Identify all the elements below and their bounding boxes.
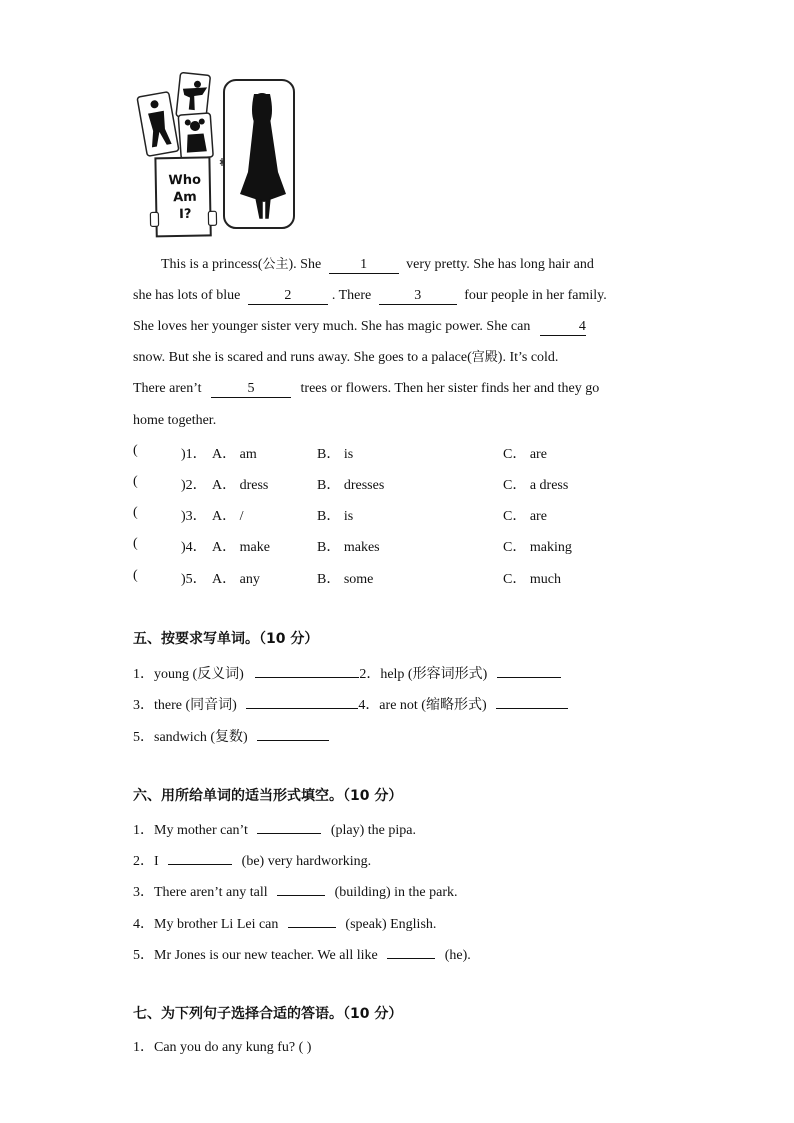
blank-1[interactable]: 1 [329, 257, 399, 274]
passage-text: There aren’t [133, 381, 202, 396]
passage-line [133, 412, 661, 430]
word-task-row [133, 661, 561, 683]
section-5-title: 五、按要求写单词。（10 分） [133, 631, 319, 647]
passage-text: four people in her family. [464, 288, 607, 303]
section-6-title: 六、用所给单词的适当形式填空。（10 分） [133, 788, 403, 804]
passage-line [133, 349, 661, 367]
option-c[interactable]: C． are [503, 509, 547, 524]
item-text: (play) the pipa. [330, 823, 416, 838]
item-text: (he). [444, 948, 471, 963]
task-prompt: 3．there (同音词) [133, 698, 237, 713]
item-text: 5．Mr Jones is our new teacher. We all like [133, 948, 378, 963]
question-number: )1． [181, 447, 207, 462]
answer-bracket[interactable]: ( [133, 474, 138, 489]
task-prompt: 4．are not (缩略形式) [358, 698, 487, 713]
answer-line[interactable] [387, 942, 435, 959]
sign-word: Am [173, 189, 197, 206]
option-a[interactable]: A． make [212, 540, 270, 555]
question-number: )2． [181, 478, 207, 493]
passage-text: home together. [133, 413, 217, 428]
task-prompt: 2．help (形容词形式) [359, 667, 488, 682]
word-task-row [133, 692, 568, 714]
question-number: )5． [181, 572, 207, 587]
option-c[interactable]: C． much [503, 572, 561, 587]
fill-in-item [133, 879, 458, 901]
option-b[interactable]: B． is [317, 447, 354, 462]
passage-text: This is a princess( [161, 257, 263, 272]
passage-line [133, 287, 661, 305]
answer-line[interactable] [257, 724, 329, 741]
blank-5[interactable]: 5 [211, 381, 291, 398]
answer-line[interactable] [168, 848, 232, 865]
option-a[interactable]: A． any [212, 572, 260, 587]
blank-4[interactable]: 4 [540, 319, 586, 336]
option-a[interactable]: A． am [212, 447, 257, 462]
answer-line[interactable] [246, 692, 358, 709]
fill-in-item [133, 942, 471, 964]
passage-chinese: 公主 [262, 257, 289, 272]
section-7-title: 七、为下列句子选择合适的答语。（10 分） [133, 1006, 403, 1022]
option-b[interactable]: B． makes [317, 540, 380, 555]
fill-in-item [133, 911, 436, 933]
option-a[interactable]: A． / [212, 509, 244, 524]
sign-word: I? [178, 206, 192, 223]
who-am-i-illustration [136, 72, 298, 242]
passage-text: ). She [288, 257, 322, 272]
answer-line[interactable] [288, 911, 336, 928]
item-text: (building) in the park. [334, 885, 458, 900]
answer-line[interactable] [497, 661, 561, 678]
option-b[interactable]: B． some [317, 572, 374, 587]
item-text: 1．My mother can’t [133, 823, 248, 838]
blank-2[interactable]: 2 [248, 288, 328, 305]
passage-text: She loves her younger sister very much. She has magic power. She can [133, 319, 531, 334]
option-c[interactable]: C． are [503, 447, 547, 462]
answer-bracket[interactable]: ( [133, 568, 138, 583]
option-b[interactable]: B． dresses [317, 478, 385, 493]
answer-bracket[interactable]: ( [133, 536, 138, 551]
passage-line [133, 318, 661, 336]
blank-3[interactable]: 3 [379, 288, 457, 305]
item-text: (speak) English. [345, 917, 437, 932]
answer-line[interactable] [496, 692, 568, 709]
fill-in-item [133, 817, 416, 839]
question-number: )3． [181, 509, 207, 524]
item-text: 4．My brother Li Lei can [133, 917, 279, 932]
passage-chinese: 宫殿 [471, 350, 498, 365]
item-text: 3．There aren’t any tall [133, 885, 268, 900]
passage-text: she has lots of blue [133, 288, 241, 303]
sign-word: Who [168, 172, 202, 189]
response-item: 1．Can you do any kung fu? ( ) [133, 1040, 312, 1055]
item-text: 2．I [133, 854, 159, 869]
option-c[interactable]: C． a dress [503, 478, 569, 493]
passage-text: . There [331, 288, 372, 303]
option-a[interactable]: A． dress [212, 478, 269, 493]
option-b[interactable]: B． is [317, 509, 354, 524]
answer-bracket[interactable]: ( [133, 443, 138, 458]
passage-line [161, 256, 661, 274]
word-task-row [133, 724, 329, 746]
fill-in-item [133, 848, 371, 870]
answer-bracket[interactable]: ( [133, 505, 138, 520]
task-prompt: 1．young (反义词) [133, 667, 244, 682]
sign-text [158, 172, 213, 224]
passage-text: snow. But she is scared and runs away. She goes to a palace( [133, 350, 472, 365]
question-number: )4． [181, 540, 207, 555]
task-prompt: 5．sandwich (复数) [133, 730, 248, 745]
answer-line[interactable] [257, 817, 321, 834]
passage-line [133, 380, 661, 398]
answer-line[interactable] [255, 661, 359, 678]
passage-text: very pretty. She has long hair and [406, 257, 594, 272]
passage-text: ). It’s cold. [497, 350, 559, 365]
option-c[interactable]: C． making [503, 540, 572, 555]
answer-line[interactable] [277, 879, 325, 896]
item-text: (be) very hardworking. [241, 854, 372, 869]
passage-text: trees or flowers. Then her sister finds her and they go [300, 381, 600, 396]
